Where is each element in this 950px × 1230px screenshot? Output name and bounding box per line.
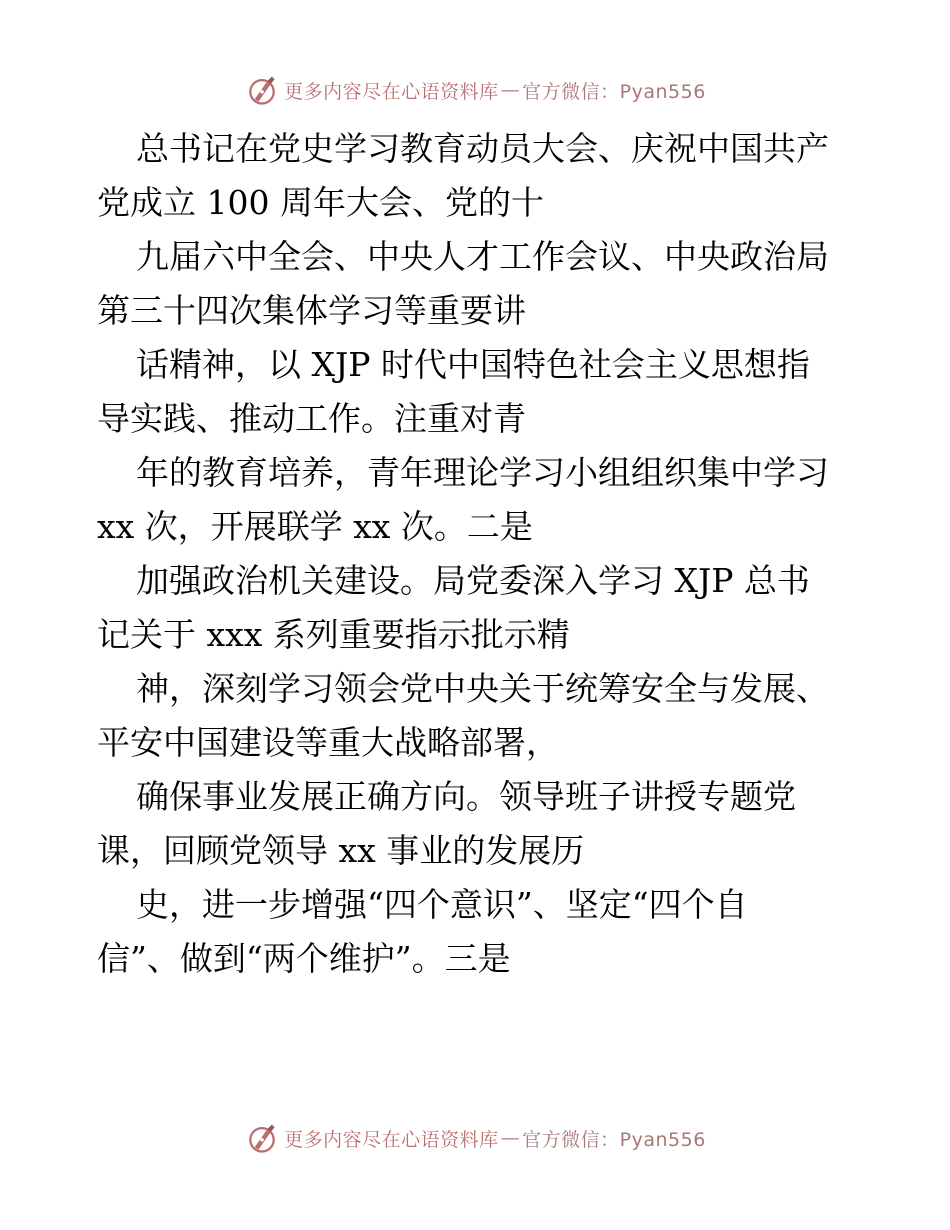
document-line: 年的教育培养，青年理论学习小组组织集中学习 (136, 453, 829, 492)
watermark-official-account: 官方微信：Pyan556 (522, 1128, 706, 1151)
document-line: 话精神，以 XJP 时代中国特色社会主义思想指 (136, 345, 810, 384)
watermark-dash: — (500, 79, 521, 101)
document-line: 平安中国建设等重大战略部署， (97, 723, 559, 762)
document-line: 神，深刻学习领会党中央关于统筹安全与发展、 (136, 669, 829, 708)
document-body (97, 122, 857, 986)
document-line: 信”、做到“两个维护”。三是 (97, 939, 511, 978)
header-watermark (0, 70, 950, 110)
footer-watermark (0, 1118, 950, 1158)
pen-nib-logo-icon (244, 72, 280, 108)
watermark-main-text: 更多内容尽在心语资料库 (284, 1128, 499, 1151)
document-line: 党成立 100 周年大会、党的十 (97, 183, 544, 222)
document-line: 导实践、推动工作。注重对青 (97, 399, 526, 438)
watermark-dash: — (500, 1127, 521, 1149)
watermark-main-text: 更多内容尽在心语资料库 (284, 80, 499, 103)
document-line: 记关于 xxx 系列重要指示批示精 (97, 615, 570, 654)
pen-nib-logo-icon (244, 1120, 280, 1156)
document-line: 第三十四次集体学习等重要讲 (97, 291, 526, 330)
document-line: 九届六中全会、中央人才工作会议、中央政治局 (136, 237, 829, 276)
document-line: 史，进一步增强“四个意识”、坚定“四个自 (136, 885, 748, 924)
document-line: 总书记在党史学习教育动员大会、庆祝中国共产 (136, 129, 829, 168)
document-line: 确保事业发展正确方向。领导班子讲授专题党 (136, 777, 796, 816)
document-line: 加强政治机关建设。局党委深入学习 XJP 总书 (136, 561, 810, 600)
document-line: xx 次，开展联学 xx 次。二是 (97, 507, 533, 546)
document-line: 课，回顾党领导 xx 事业的发展历 (97, 831, 585, 870)
watermark-official-account: 官方微信：Pyan556 (522, 80, 706, 103)
